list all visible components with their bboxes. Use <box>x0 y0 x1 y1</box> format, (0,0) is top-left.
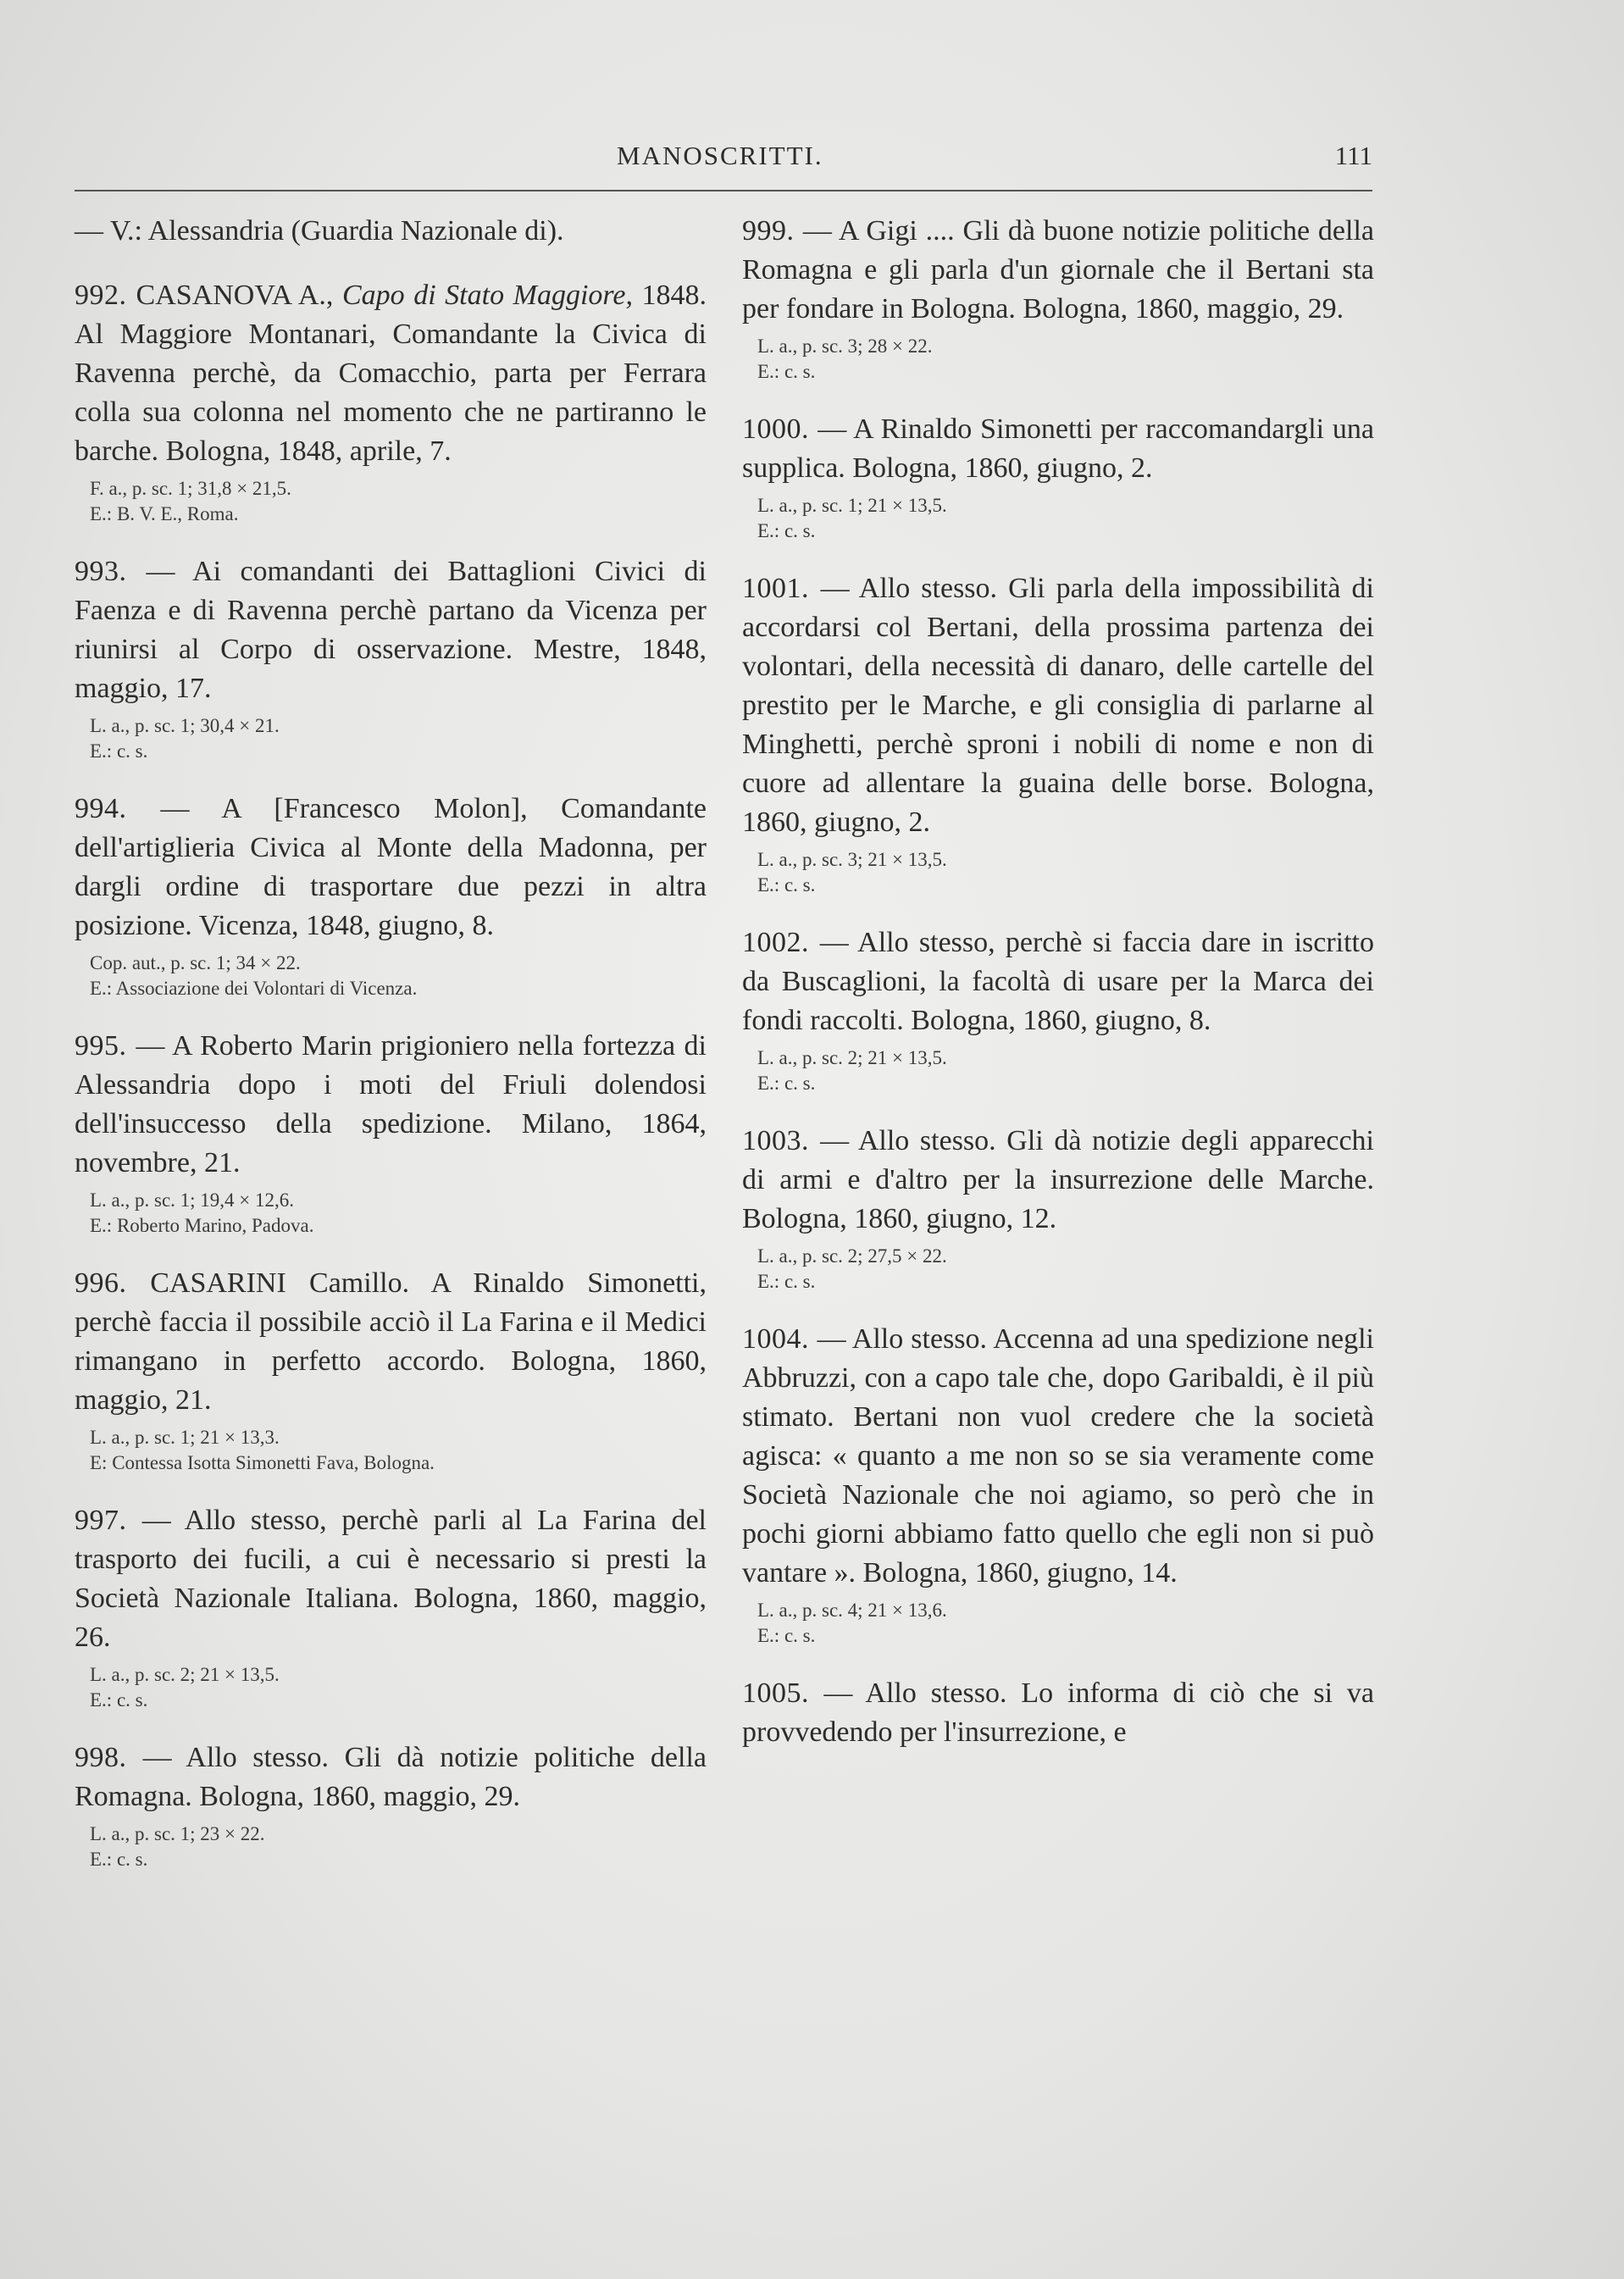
metadata-line: F. a., p. sc. 1; 31,8 × 21,5. <box>90 478 291 499</box>
page-header <box>75 136 1372 180</box>
entry-number: 992. <box>75 280 136 311</box>
entry-number: 1005. <box>742 1677 824 1709</box>
catalog-entry <box>75 1264 707 1476</box>
metadata-line: L. a., p. sc. 1; 30,4 × 21. <box>90 715 280 736</box>
catalog-entry <box>742 1122 1374 1295</box>
metadata-line: L. a., p. sc. 2; 21 × 13,5. <box>90 1664 280 1685</box>
entry-metadata <box>90 713 707 764</box>
entry-metadata <box>90 1822 707 1872</box>
metadata-line: L. a., p. sc. 1; 23 × 22. <box>90 1823 265 1844</box>
catalog-entry <box>75 212 707 251</box>
entry-text <box>75 212 707 251</box>
entry-number: 995. <box>75 1030 136 1062</box>
entry-text <box>742 1674 1374 1752</box>
entry-metadata <box>90 951 707 1001</box>
entry-text <box>742 410 1374 488</box>
entry-text <box>75 790 707 945</box>
metadata-line: E.: c. s. <box>757 874 816 896</box>
metadata-line: E.: c. s. <box>90 1689 148 1711</box>
entry-number: 1000. <box>742 413 818 445</box>
metadata-line: L. a., p. sc. 1; 19,4 × 12,6. <box>90 1189 295 1211</box>
entry-description: — Allo stesso, perchè si faccia dare in iscritto da Buscaglioni, la facoltà di usare per la Marca dei fondi raccolti. Bologna, 1860, giugno, 8. <box>742 927 1375 1036</box>
entry-text <box>75 1027 707 1183</box>
entry-text <box>75 1501 707 1657</box>
catalog-entry <box>742 569 1374 898</box>
metadata-line: E.: c. s. <box>757 1271 816 1292</box>
entry-text <box>75 552 707 708</box>
metadata-line: L. a., p. sc. 3; 21 × 13,5. <box>757 849 947 870</box>
catalog-entry <box>742 410 1374 544</box>
metadata-line: L. a., p. sc. 3; 28 × 22. <box>757 335 933 357</box>
entry-text <box>742 212 1374 329</box>
entry-text <box>75 276 707 471</box>
entry-number: 997. <box>75 1505 142 1536</box>
metadata-line: E.: c. s. <box>90 740 148 762</box>
entry-title-italic: Capo di Stato Maggiore, <box>341 280 633 311</box>
entry-description: — Ai comandanti dei Battaglioni Civici di Faenza e di Ravenna perchè partano da Vicenza per riunirsi al Corpo di osservazione. Mestre, 1848, maggio, 17. <box>75 556 707 704</box>
entry-description: — Allo stesso. Gli parla della impossibilità di accordarsi col Bertani, della prossima partenza dei volontari, della necessità di danaro, delle cartelle del prestito per le Marche, e gli consiglia di parlarne al Minghetti, perchè sproni i nobili di nome e non di cuore ad allentare la guaina delle borse. Bologna, 1860, giugno, 2. <box>742 573 1374 838</box>
catalog-entry <box>75 552 707 764</box>
entry-number: 993. <box>75 556 147 587</box>
entry-metadata <box>757 847 1374 898</box>
page-number: 111 <box>1334 141 1372 170</box>
entry-description: — A [Francesco Molon], Comandante dell'artiglieria Civica al Monte della Madonna, per dargli ordine di trasportare due pezzi in altra posizione. Vicenza, 1848, giugno, 8. <box>75 793 707 941</box>
metadata-line: L. a., p. sc. 1; 21 × 13,5. <box>757 495 947 516</box>
catalog-entry <box>75 1738 707 1872</box>
catalog-entry <box>75 1027 707 1239</box>
entry-text <box>742 1122 1374 1239</box>
metadata-line: E.: Roberto Marino, Padova. <box>90 1215 314 1236</box>
metadata-line: Cop. aut., p. sc. 1; 34 × 22. <box>90 952 301 973</box>
catalog-entry <box>742 1674 1374 1752</box>
left-column <box>75 212 707 1898</box>
metadata-line: L. a., p. sc. 1; 21 × 13,3. <box>90 1427 280 1448</box>
entry-number: 1004. <box>742 1323 818 1355</box>
running-title: MANOSCRITTI. <box>617 141 823 170</box>
metadata-line: L. a., p. sc. 4; 21 × 13,6. <box>757 1600 947 1621</box>
entry-description: — A Rinaldo Simonetti per raccomandargli una supplica. Bologna, 1860, giugno, 2. <box>742 413 1374 484</box>
entry-number: 1003. <box>742 1125 821 1156</box>
metadata-line: E.: c. s. <box>757 361 816 382</box>
entry-metadata <box>90 1425 707 1476</box>
catalog-entry <box>75 790 707 1001</box>
catalog-entry <box>742 1320 1374 1649</box>
entry-metadata <box>757 1244 1374 1295</box>
entry-text <box>75 1264 707 1420</box>
catalog-entry <box>742 923 1374 1096</box>
entry-metadata <box>90 476 707 527</box>
entry-number: 998. <box>75 1742 143 1773</box>
metadata-line: E.: Associazione dei Volontari di Vicenza. <box>90 978 418 999</box>
entry-description: — Allo stesso. Lo informa di ciò che si va provvedendo per l'insurrezione, e <box>742 1677 1374 1748</box>
right-column <box>742 212 1374 1777</box>
entry-number: 996. <box>75 1267 151 1299</box>
catalog-entry <box>742 212 1374 385</box>
entry-description: A Rinaldo Simonetti, perchè faccia il possibile acciò il La Farina e il Medici rimangano in perfetto accordo. Bologna, 1860, maggio, 21. <box>75 1267 707 1416</box>
entry-description: — V.: Alessandria (Guardia Nazionale di). <box>75 215 564 247</box>
header-rule <box>75 190 1372 191</box>
entry-metadata <box>90 1662 707 1713</box>
metadata-line: L. a., p. sc. 2; 27,5 × 22. <box>757 1245 947 1267</box>
entry-description: — A Roberto Marin prigioniero nella fortezza di Alessandria dopo i moti del Friuli dolendosi dell'insuccesso della spedizione. Milano, 1864, novembre, 21. <box>75 1030 707 1178</box>
entry-text <box>742 1320 1374 1593</box>
entry-description: — Allo stesso. Gli dà notizie degli apparecchi di armi e d'altro per la insurrezione delle Marche. Bologna, 1860, giugno, 12. <box>742 1125 1374 1234</box>
entry-text <box>75 1738 707 1816</box>
entry-author: CASANOVA A., <box>136 280 342 311</box>
entry-metadata <box>757 334 1374 385</box>
catalog-entry <box>75 1501 707 1713</box>
metadata-line: E.: c. s. <box>90 1849 148 1870</box>
entry-text <box>742 923 1374 1040</box>
entry-description: — Allo stesso. Accenna ad una spedizione negli Abbruzzi, con a capo tale che, dopo Garibaldi, è il più stimato. Bertani non vuol credere che la società agisca: « quanto a me non so se sia veramente come Società Nazionale che noi agiamo, so però che in pochi giorni abbiamo fatto quello che egli non si può vantare ». Bologna, 1860, giugno, 14. <box>742 1323 1375 1589</box>
entry-text <box>742 569 1374 842</box>
entry-description: — Allo stesso, perchè parli al La Farina del trasporto dei fucili, a cui è necessario si presti la Società Nazionale Italiana. Bologna, 1860, maggio, 26. <box>75 1505 707 1653</box>
entry-number: 1002. <box>742 927 820 958</box>
metadata-line: E.: c. s. <box>757 1625 816 1646</box>
entry-description: — A Gigi .... Gli dà buone notizie politiche della Romagna e gli parla d'un giornale che il Bertani sta per fondare in Bologna. Bologna, 1860, maggio, 29. <box>742 215 1375 324</box>
entry-number: 999. <box>742 215 803 247</box>
entry-metadata <box>90 1188 707 1239</box>
entry-number: 994. <box>75 793 161 824</box>
entry-number: 1001. <box>742 573 821 604</box>
metadata-line: E: Contessa Isotta Simonetti Fava, Bologna. <box>90 1452 435 1473</box>
metadata-line: E.: B. V. E., Roma. <box>90 503 239 524</box>
metadata-line: L. a., p. sc. 2; 21 × 13,5. <box>757 1047 947 1068</box>
metadata-line: E.: c. s. <box>757 1073 816 1094</box>
entry-description: — Allo stesso. Gli dà notizie politiche della Romagna. Bologna, 1860, maggio, 29. <box>75 1742 707 1812</box>
entry-metadata <box>757 1045 1374 1096</box>
entry-metadata <box>757 493 1374 544</box>
metadata-line: E.: c. s. <box>757 520 816 541</box>
catalog-entry <box>75 276 707 527</box>
entry-metadata <box>757 1598 1374 1649</box>
entry-author: CASARINI Camillo. <box>150 1267 431 1299</box>
entry-description: 1848. Al Maggiore Montanari, Comandante la Civica di Ravenna perchè, da Comacchio, parta per Ferrara colla sua colonna nel momento che ne partiranno le barche. Bologna, 1848, aprile, 7. <box>75 280 707 467</box>
